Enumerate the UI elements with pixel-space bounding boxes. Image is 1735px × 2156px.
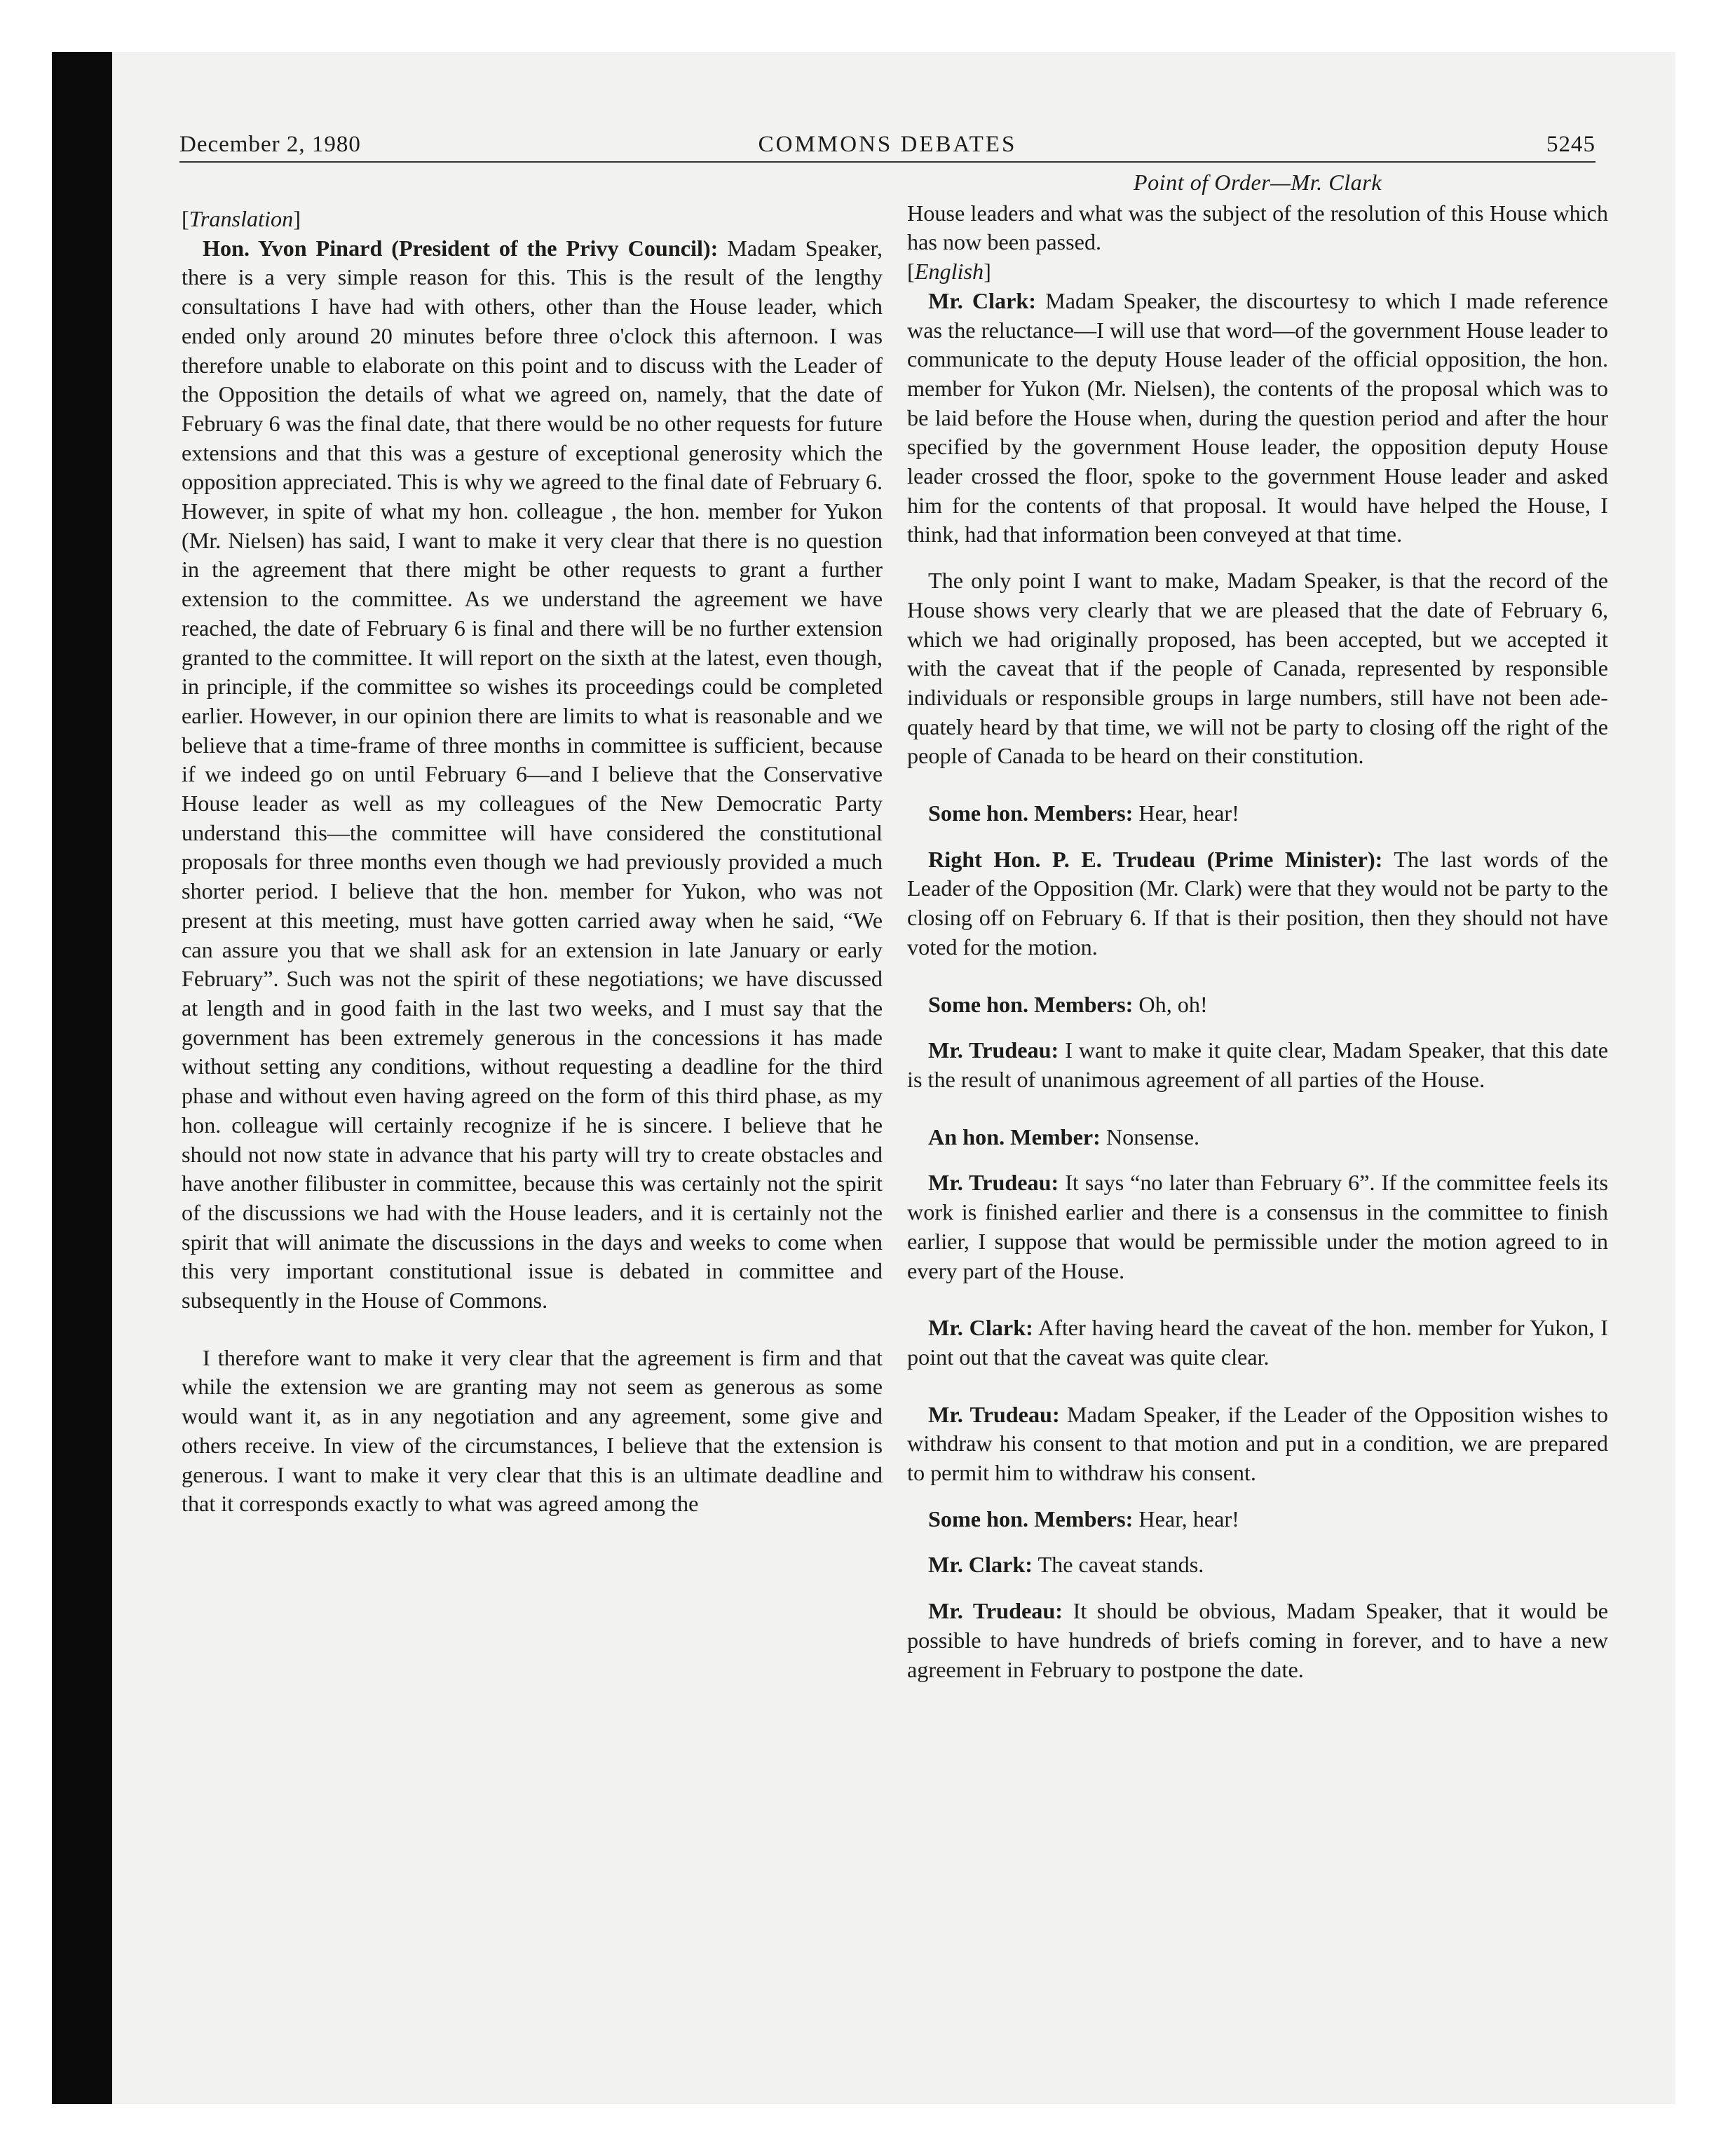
members-interjection bbox=[907, 1505, 1608, 1534]
header-page-number: 5245 bbox=[1546, 132, 1595, 157]
clark-speech bbox=[907, 287, 1608, 550]
speaker-name: Mr. Trudeau: bbox=[928, 1170, 1059, 1196]
member-interjection bbox=[907, 1123, 1608, 1152]
speaker-name: Mr. Clark: bbox=[928, 287, 1037, 313]
scan-binding-edge bbox=[52, 52, 112, 2104]
translation-marker: [Translation] bbox=[182, 206, 301, 231]
running-head: Point of Order—Mr. Clark bbox=[1133, 170, 1382, 195]
left-column bbox=[182, 168, 883, 1519]
speech-text: It says “no later than February 6”. If the committee feels its work is finished earlier and there is a consensus in the committee to finish earlier, I suppose that would be permissible under the motion agreed to in every part of the House. bbox=[907, 1170, 1608, 1283]
speech-text: Oh, oh! bbox=[1133, 991, 1208, 1017]
speech-text: Madam Speaker, the discourtesy to which I made reference was the reluctance—I will use that word—of the government House leader to communicate to the deputy House leader of the official opposition, the hon. member for Yukon (Mr. Nielsen), the contents of the proposal which was to be laid before the House when, during the question period and after the hour specified by the government House leader, the opposition deputy House leader crossed the floor, spoke to the government House leader and asked him for the contents of that proposal. It would have helped the House, I think, had that information been conveyed at that time. bbox=[907, 287, 1608, 547]
speech-text: Hear, hear! bbox=[1133, 1506, 1239, 1531]
speaker-name: Mr. Trudeau: bbox=[928, 1401, 1060, 1427]
speech-text: I want to make it quite clear, Madam Speaker, that this date is the result of unanimous agreement of all parties of the House. bbox=[907, 1037, 1608, 1092]
header-rule bbox=[179, 161, 1595, 163]
header-title: COMMONS DEBATES bbox=[758, 132, 1017, 157]
trudeau-speech bbox=[907, 1168, 1608, 1285]
speaker-name: Some hon. Members: bbox=[928, 991, 1134, 1017]
speech-text: Hear, hear! bbox=[1133, 800, 1239, 826]
speaker-name: Mr. Clark: bbox=[928, 1315, 1033, 1341]
page-header bbox=[179, 126, 1595, 163]
speaker-name: An hon. Member: bbox=[928, 1124, 1101, 1149]
speaker-name: Some hon. Members: bbox=[928, 1506, 1134, 1531]
speech-text: Madam Speaker, there is a very simple reason for this. This is the result of the lengthy consultations I have had with others, other than the House leader, which ended only around 20 minutes before three o'clock this afternoon. I was therefore unable to elaborate on this point and to discuss with the Leader of the Opposition the details of what we agreed on, namely, that the date of February 6 was the final date, that there would be no other requests for future extensions and that this was a gesture of exceptional generosity which the opposition appreciated. This is why we agreed to the final date of February 6. However, in spite of what my hon. colleague , the hon. member for Yukon (Mr. Nielsen) has said, I want to make it very clear that there is no question in the agreement that there might be other requests to grant a further extension to the committee. As we understand the agreement we have reached, the date of February 6 is final and there will be no further extension granted to the committee. It will report on the sixth at the latest, even though, in principle, if the committee so wishes its proceedings could be completed earlier. However, in our opinion there are limits to what is reasonable and we believe that a time-frame of three months in committee is sufficient, because if we indeed go on until February 6—and I believe that the Conservative House leader as well as my colleagues of the New Democratic Party understand this—the committee will have considered the constitutional proposals for three months even though we had previously provided a much shorter period. I believe that the hon. member for Yukon, who was not present at this meeting, must have gotten carried away when he said, “We can assure you that we shall ask for an extension in late January or early February”. Such was not the spirit of these negotiations; we have discussed at length and in good faith in the last two weeks, and I must say that the government has been extremely generous in the concessions it has made without setting any conditions, without requesting a deadline for the third phase and without even having agreed on the form of this third phase, as my hon. colleague will certainly recognize if he is sincere. I believe that he should not now state in advance that his party will try to create obstacles and have another filibuster in committee, because this was certainly not the spirit of the discussions we had with the House leaders, and it is certainly not the spirit that will animate the discussions in the days and weeks to come when this very important constitutional issue is debated in committee and subsequently in the House of Commons. bbox=[182, 235, 883, 1314]
speaker-name: Mr. Clark: bbox=[928, 1552, 1033, 1578]
speech-text: The last words of the Leader of the Opposition (Mr. Clark) were that they would not be party to the closing off on February 6. If that is their position, then they should not have voted for the motion. bbox=[907, 846, 1608, 960]
translation-marker-text: Translation bbox=[189, 206, 294, 231]
clark-speech-continued: The only point I want to make, Madam Speaker, is that the record of the House shows very clearly that we are pleased that the date of February 6, which we had originally proposed, has been accepted, but we accepted it with the caveat that if the people of Canada, represented by responsible individuals or responsible groups in large numbers, still have not been adequately heard by that time, we will not be party to closing off the right of the people of Canada to be heard on their constitution. bbox=[907, 568, 1608, 769]
trudeau-speech bbox=[907, 1036, 1608, 1094]
speaker-name: Some hon. Members: bbox=[928, 800, 1134, 826]
trudeau-speech bbox=[907, 845, 1608, 962]
speech-text: It should be obvious, Madam Speaker, that it would be possible to have hundreds of briefs coming in forever, and to have a new agreement in February to postpone the date. bbox=[907, 1598, 1608, 1682]
speaker-name: Hon. Yvon Pinard (President of the Privy Council): bbox=[203, 235, 719, 261]
speaker-name: Mr. Trudeau: bbox=[928, 1598, 1063, 1624]
clark-speech bbox=[907, 1314, 1608, 1372]
pinard-speech bbox=[182, 234, 883, 1316]
speech-text: Madam Speaker, if the Leader of the Opposition wishes to withdraw his consent to that motion and put in a condition, we are prepared to permit him to withdraw his consent. bbox=[907, 1401, 1608, 1486]
speaker-name: Right Hon. P. E. Trudeau (Prime Minister): bbox=[928, 846, 1383, 872]
speech-text: After having heard the caveat of the hon. member for Yukon, I point out that the caveat was quite clear. bbox=[907, 1315, 1608, 1370]
english-marker: [English] bbox=[907, 259, 991, 285]
members-interjection bbox=[907, 799, 1608, 828]
speaker-name: Mr. Trudeau: bbox=[928, 1037, 1059, 1063]
clark-speech bbox=[907, 1550, 1608, 1580]
right-column bbox=[907, 168, 1608, 1684]
english-marker-text: English bbox=[914, 259, 984, 285]
top-spacer bbox=[182, 168, 883, 205]
trudeau-speech bbox=[907, 1400, 1608, 1488]
trudeau-speech bbox=[907, 1597, 1608, 1684]
members-interjection bbox=[907, 990, 1608, 1020]
header-date: December 2, 1980 bbox=[179, 132, 361, 157]
pinard-speech-continued: I therefore want to make it very clear that the agreement is firm and that while the extension we are granting may not seem as generous as some would want it, as in any negotiation and any agreement, some give and others receive. In view of the circumstances, I believe that the extension is generous. I want to make it very clear that this is an ultimate deadline and that it corresponds exactly to what was agreed among the bbox=[182, 1344, 883, 1517]
speech-text: The caveat stands. bbox=[1033, 1552, 1204, 1578]
speech-text: Nonsense. bbox=[1100, 1124, 1200, 1149]
continued-paragraph: House leaders and what was the subject of the resolution of this House which has now been passed. bbox=[907, 200, 1608, 255]
